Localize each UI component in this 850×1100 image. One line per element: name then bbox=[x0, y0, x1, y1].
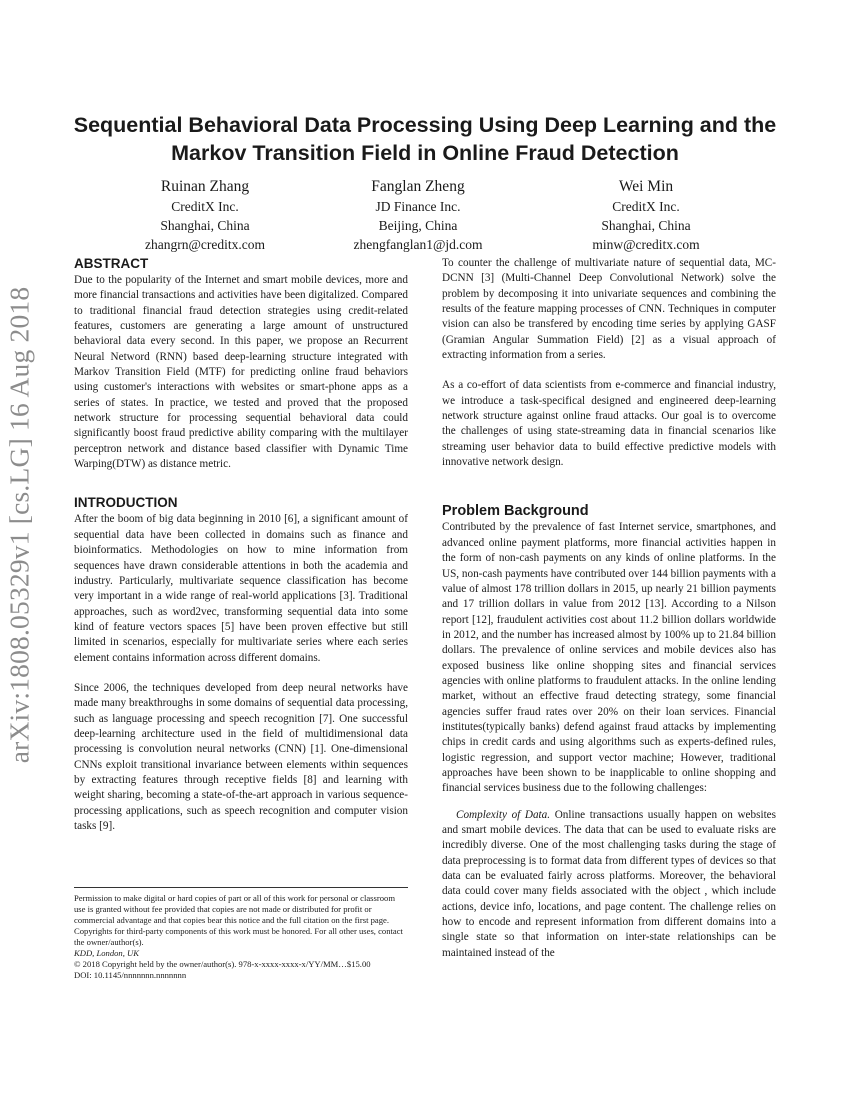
author-affiliation: JD Finance Inc. bbox=[375, 199, 461, 214]
author-name: Wei Min bbox=[618, 178, 674, 195]
permission-notice: Permission to make digital or hard copies of part or all of this work for personal or classroom use is granted without fee provided that copies are not made or distributed for profit or commercial advantage and that copies bear this notice and the full citation on the first page. Copyrights for third-party components of this work must be honored. For all other uses, contact the owner/author(s). bbox=[74, 893, 403, 947]
complexity-of-data-lead: Complexity of Data. bbox=[456, 808, 551, 821]
author-name: Ruinan Zhang bbox=[160, 178, 250, 195]
left-column bbox=[74, 255, 408, 834]
introduction-paragraph-2: Since 2006, the techniques developed from deep neural networks have made many breakthroughs in some domains of sequential data processing, such as language processing and speech recognition [7]. One successful deep-learning architecture used in the field of multidimensional data processing is convolution neural networks (CNN) [1]. One-dimensional CNNs exploit transitional invariance between elements within sequences by extracting features through receptive fields [8] and learning with weight sharing, becoming a state-of-the-art approach in various sequence-processing applications, such as speech recognition and computer vision tasks [9]. bbox=[74, 681, 408, 832]
introduction-paragraph-4: As a co-effort of data scientists from e-commerce and financial industry, we introduce a task-specifical designed and engineered deep-learning network structure against online fraud attacks. Our goal is to overcome the challenges of using state-streaming data in financial scenarios like streaming user behavior data to build effective predictive models with innovative network design. bbox=[442, 379, 776, 469]
author-block-3 bbox=[526, 176, 766, 254]
arxiv-identifier-text: arXiv:1808.05329v1 [cs.LG] 16 Aug 2018 bbox=[3, 286, 35, 764]
author-block-1 bbox=[85, 176, 325, 254]
author-email: zhangrn@creditx.com bbox=[144, 237, 265, 252]
problem-background-heading: Problem Background bbox=[442, 503, 589, 520]
abstract-text: Due to the popularity of the Internet and smart mobile devices, more and more financial transactions and activities have been digitalized. Compared to traditional financial fraud detection strategies using credit-related features, customers are generating a large amount of unstructured behavioral data every second. In this paper, we propose an Recurrent Neural Netword (RNN) based deep-learning structure integrated with Markov Transition Field (MTF) for predicting online fraud behaviors using customer's interactions with websites or smart-phone apps as a series of states. In practice, we tested and proved that the proposed network structure for processing sequential behavioral data could significantly boost fraud predictive ability comparing with the multilayer perceptron network and distance based classifier with Dynamic Time Warping(DTW) as distance metric. bbox=[74, 274, 408, 471]
background-paragraph-2 bbox=[442, 808, 776, 961]
author-email: minw@creditx.com bbox=[592, 237, 700, 252]
right-column bbox=[442, 256, 776, 961]
doi-line: DOI: 10.1145/nnnnnnn.nnnnnnn bbox=[74, 970, 187, 980]
introduction-paragraph-3: To counter the challenge of multivariate nature of sequential data, MC-DCNN [3] (Multi-Channel Deep Convolutional Network) solve the problem by decomposing it into univariate sequences and combining the results of the feature mapping processes of CNN. Techniques in computer vision can also be transfered by encoding time series by applying GASF (Gramian Angular Summation Field) [2] as a visual approach of extracting information from a series. bbox=[442, 257, 776, 362]
author-location: Beijing, China bbox=[378, 218, 458, 233]
introduction-heading: INTRODUCTION bbox=[74, 495, 178, 511]
arxiv-identifier-stamp bbox=[2, 286, 36, 764]
author-email: zhengfanglan1@jd.com bbox=[353, 237, 483, 252]
background-paragraph-1: Contributed by the prevalence of fast Internet service, smartphones, and advanced online payment platforms, more financial activities happen in the form of non-cash payments on any kinds of online platforms. In the US, non-cash payments have contributed over 144 billion payments with a value of almost 178 trillion dollars in 2015, up nearly 21 billion payments and 17 trillion dollars in value from 2012 [13]. According to a Nilson report [12], fraudulent activities cost about 11.2 billion dollars worldwide in 2012, and the number has increased almost by 100% up to 21.84 billion dollars. The prevalence of online services and mobile devices also has exposed business like online shopping sites and financial services agencies with online platforms to fraudulent attacks. In the online lending market, without an effective fraud detecting strategy, some financial agencies suffer fraud rates over 20% on their loan services. Financial institutes(typically banks) defend against fraud attacks by implementing chips in credit cards and using algorithms such as experts-defined rules, logistic regression, and support vector machine; However, traditional approaches have been shown to be inapplicable to online shopping and financial services business due to the following challenges: bbox=[442, 521, 777, 795]
paper-title: Sequential Behavioral Data Processing Using Deep Learning and the Markov Transition Field in Online Fraud Detection bbox=[73, 113, 777, 165]
footnote-divider bbox=[74, 887, 408, 888]
author-location: Shanghai, China bbox=[160, 218, 250, 233]
author-affiliation: CreditX Inc. bbox=[612, 199, 680, 214]
abstract-heading: ABSTRACT bbox=[74, 256, 149, 271]
author-block-2 bbox=[298, 176, 538, 254]
conference-venue: KDD, London, UK bbox=[74, 948, 139, 958]
complexity-of-data-text: Online transactions usually happen on websites and smart mobile devices. The data that can be used to evaluate risks are incredibly diverse. One of the most challenging tasks during the stage of data preprocessing is to format data from different types of devices so that data can be evaluated fairly across platforms. Moreover, the behavioral data could cover many fields associated with the object , which include actions, device info, locations, and page content. The challenge relies on how to encode and represent information from different domains into a single state so that information on inter-state relationships can be maintained instead of the bbox=[442, 808, 776, 959]
author-name: Fanglan Zheng bbox=[371, 178, 465, 195]
introduction-paragraph-1: After the boom of big data beginning in 2010 [6], a significant amount of sequential data have been collected in domains such as finance and bioinformatics. Methodologies on how to mine information from sequences have drawn considerable attentions in both the academia and industry. Particularly, multivariate sequence classification has become very important in a wide range of real-world applications [3]. Traditional approaches, such as word2vec, transforming sequential data into some kind of feature vectors spaces [5] have been proven effective but still limited in scenarios, especially for multivariate series where each series element contains information across different domains. bbox=[74, 513, 408, 664]
author-location: Shanghai, China bbox=[601, 218, 691, 233]
copyright-line: © 2018 Copyright held by the owner/author(s). 978-x-xxxx-xxxx-x/YY/MM…$15.00 bbox=[74, 959, 371, 969]
author-affiliation: CreditX Inc. bbox=[171, 199, 239, 214]
copyright-footnote bbox=[74, 893, 408, 981]
